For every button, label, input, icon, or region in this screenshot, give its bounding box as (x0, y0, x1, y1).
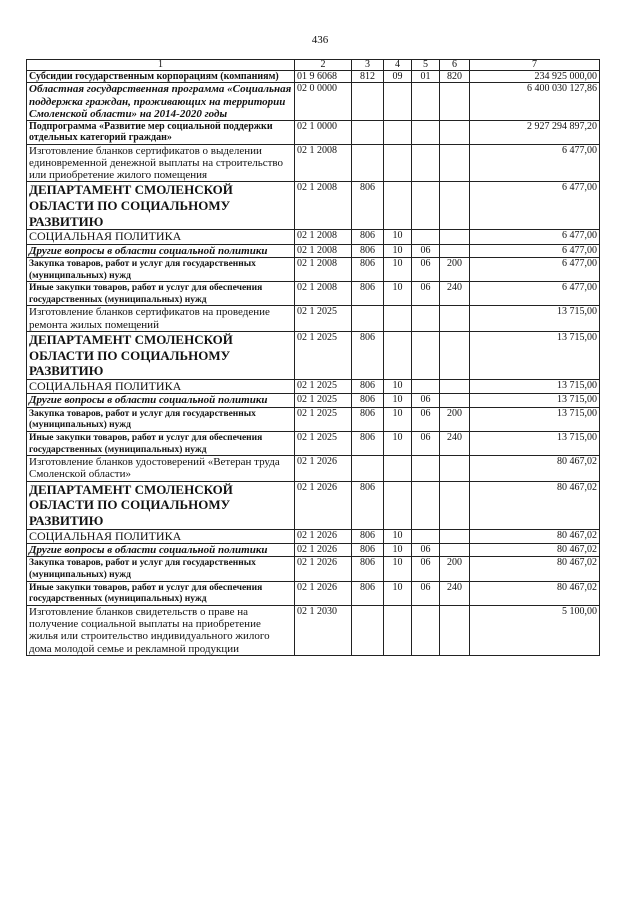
row-rz-cell: 10 (384, 529, 412, 543)
row-name-text: Закупка товаров, работ и услуг для государственных (муниципальных) нужд (29, 258, 256, 281)
row-rz-cell: 10 (384, 394, 412, 407)
row-vr-cell (440, 543, 470, 556)
row-vr-cell (440, 244, 470, 257)
table-row (27, 431, 600, 455)
row-rz-cell: 10 (384, 230, 412, 244)
row-csr-cell: 02 1 2026 (295, 581, 352, 605)
table-row (27, 557, 600, 581)
row-vr-cell (440, 379, 470, 393)
row-name-text: Изготовление бланков удостоверений «Ветеран труда Смоленской области» (29, 456, 280, 481)
row-name-cell (27, 257, 295, 281)
row-ved-cell: 806 (352, 394, 384, 407)
row-name-text: Закупка товаров, работ и услуг для государственных (муниципальных) нужд (29, 408, 256, 431)
row-csr-cell: 02 1 2030 (295, 605, 352, 655)
table-row (27, 332, 600, 380)
row-csr-cell: 02 1 2026 (295, 557, 352, 581)
row-name-cell (27, 182, 295, 230)
row-name-cell (27, 394, 295, 407)
row-vr-cell: 820 (440, 71, 470, 83)
row-ved-cell (352, 605, 384, 655)
row-name-text: Другие вопросы в области социальной политики (29, 244, 268, 257)
row-amount-cell: 6 477,00 (470, 182, 600, 230)
row-amount-cell: 80 467,02 (470, 557, 600, 581)
row-csr-cell: 01 9 6068 (295, 71, 352, 83)
row-name-cell (27, 282, 295, 306)
row-vr-cell (440, 121, 470, 144)
row-csr-cell: 02 1 2008 (295, 257, 352, 281)
row-amount-cell: 5 100,00 (470, 605, 600, 655)
row-name-text: Подпрограмма «Развитие мер социальной поддержки отдельных категорий граждан» (29, 121, 273, 144)
row-name-text: ДЕПАРТАМЕНТ СМОЛЕНСКОЙ ОБЛАСТИ ПО СОЦИАЛЬНОМУ РАЗВИТИЮ (29, 182, 233, 229)
row-rz-cell: 10 (384, 581, 412, 605)
row-csr-cell: 02 0 0000 (295, 83, 352, 121)
row-pr-cell: 06 (412, 431, 440, 455)
row-vr-cell: 200 (440, 257, 470, 281)
row-name-text: Субсидии государственным корпорациям (компаниям) (29, 71, 279, 82)
row-rz-cell: 10 (384, 557, 412, 581)
row-ved-cell: 806 (352, 407, 384, 431)
row-vr-cell (440, 306, 470, 332)
row-ved-cell: 806 (352, 529, 384, 543)
row-vr-cell (440, 144, 470, 182)
row-name-cell (27, 543, 295, 556)
row-amount-cell: 80 467,02 (470, 456, 600, 482)
row-vr-cell (440, 332, 470, 380)
header-row (27, 60, 600, 71)
row-amount-cell: 2 927 294 897,20 (470, 121, 600, 144)
row-rz-cell (384, 456, 412, 482)
table-row (27, 543, 600, 556)
row-ved-cell: 806 (352, 431, 384, 455)
row-amount-cell: 6 477,00 (470, 230, 600, 244)
row-name-cell (27, 529, 295, 543)
row-rz-cell: 10 (384, 282, 412, 306)
row-pr-cell (412, 230, 440, 244)
row-pr-cell (412, 456, 440, 482)
row-name-text: Иные закупки товаров, работ и услуг для обеспечения государственных (муниципальных) нужд (29, 283, 263, 305)
row-csr-cell: 02 1 2025 (295, 407, 352, 431)
row-ved-cell: 806 (352, 244, 384, 257)
row-name-cell (27, 121, 295, 144)
table-row (27, 529, 600, 543)
row-csr-cell: 02 1 2025 (295, 394, 352, 407)
row-vr-cell: 200 (440, 407, 470, 431)
row-amount-cell: 13 715,00 (470, 407, 600, 431)
row-vr-cell (440, 394, 470, 407)
row-name-cell (27, 332, 295, 380)
row-amount-cell: 6 477,00 (470, 257, 600, 281)
row-vr-cell (440, 230, 470, 244)
row-amount-cell: 80 467,02 (470, 543, 600, 556)
row-amount-cell: 6 477,00 (470, 144, 600, 182)
row-csr-cell: 02 1 2025 (295, 306, 352, 332)
row-pr-cell (412, 481, 440, 529)
row-csr-cell: 02 1 2025 (295, 431, 352, 455)
row-csr-cell: 02 1 2026 (295, 543, 352, 556)
row-csr-cell: 02 1 2026 (295, 456, 352, 482)
row-ved-cell: 812 (352, 71, 384, 83)
table-row (27, 605, 600, 655)
row-pr-cell: 06 (412, 244, 440, 257)
row-pr-cell: 06 (412, 394, 440, 407)
row-pr-cell: 06 (412, 543, 440, 556)
row-vr-cell (440, 182, 470, 230)
table-row (27, 83, 600, 121)
row-amount-cell: 13 715,00 (470, 394, 600, 407)
row-csr-cell: 02 1 2008 (295, 282, 352, 306)
row-rz-cell: 10 (384, 244, 412, 257)
row-csr-cell: 02 1 2026 (295, 481, 352, 529)
row-name-text: Изготовление бланков сертификатов о выделении единовременной денежной выплаты на строительство или приобретение жилого помещения (29, 144, 284, 182)
row-ved-cell: 806 (352, 481, 384, 529)
header-cell: 4 (384, 60, 412, 71)
row-csr-cell: 02 1 2008 (295, 230, 352, 244)
row-ved-cell: 806 (352, 557, 384, 581)
row-vr-cell (440, 481, 470, 529)
row-amount-cell: 13 715,00 (470, 306, 600, 332)
row-name-cell (27, 244, 295, 257)
header-cell: 7 (470, 60, 600, 71)
row-name-text: Изготовление бланков свидетельств о праве на получение социальной выплаты на приобретение жилья или строительство индивидуального жилого дома молодой семье и рекламной продукции (29, 605, 270, 655)
page-number: 436 (311, 34, 329, 46)
row-pr-cell (412, 379, 440, 393)
table-row (27, 244, 600, 257)
row-rz-cell: 10 (384, 543, 412, 556)
row-rz-cell: 09 (384, 71, 412, 83)
row-pr-cell (412, 529, 440, 543)
table-row (27, 456, 600, 482)
row-amount-cell: 13 715,00 (470, 379, 600, 393)
row-amount-cell: 80 467,02 (470, 581, 600, 605)
row-pr-cell: 06 (412, 257, 440, 281)
table-row (27, 71, 600, 83)
row-ved-cell: 806 (352, 379, 384, 393)
row-csr-cell: 02 1 0000 (295, 121, 352, 144)
row-vr-cell (440, 605, 470, 655)
row-pr-cell: 06 (412, 581, 440, 605)
row-name-text: Иные закупки товаров, работ и услуг для обеспечения государственных (муниципальных) нужд (29, 432, 263, 455)
row-rz-cell: 10 (384, 257, 412, 281)
row-amount-cell: 80 467,02 (470, 481, 600, 529)
table-row (27, 481, 600, 529)
row-name-text: СОЦИАЛЬНАЯ ПОЛИТИКА (29, 229, 182, 244)
row-rz-cell (384, 306, 412, 332)
row-amount-cell: 6 477,00 (470, 244, 600, 257)
table-row (27, 379, 600, 393)
budget-table (26, 59, 600, 656)
row-csr-cell: 02 1 2025 (295, 332, 352, 380)
row-pr-cell: 06 (412, 282, 440, 306)
table-row (27, 394, 600, 407)
row-amount-cell: 6 400 030 127,86 (470, 83, 600, 121)
table-row (27, 182, 600, 230)
row-rz-cell: 10 (384, 379, 412, 393)
row-name-text: Иные закупки товаров, работ и услуг для обеспечения государственных (муниципальных) нужд (29, 582, 263, 605)
row-name-cell (27, 557, 295, 581)
row-ved-cell (352, 456, 384, 482)
row-pr-cell: 01 (412, 71, 440, 83)
row-csr-cell: 02 1 2008 (295, 244, 352, 257)
row-name-cell (27, 431, 295, 455)
row-vr-cell: 240 (440, 581, 470, 605)
row-name-cell (27, 83, 295, 121)
row-name-cell (27, 605, 295, 655)
row-name-text: СОЦИАЛЬНАЯ ПОЛИТИКА (29, 378, 182, 393)
row-vr-cell: 240 (440, 431, 470, 455)
row-pr-cell (412, 182, 440, 230)
table-row (27, 306, 600, 332)
row-name-text: Закупка товаров, работ и услуг для государственных (муниципальных) нужд (29, 558, 256, 580)
row-ved-cell: 806 (352, 581, 384, 605)
row-rz-cell (384, 182, 412, 230)
row-rz-cell (384, 144, 412, 182)
row-pr-cell: 06 (412, 557, 440, 581)
row-vr-cell (440, 456, 470, 482)
row-name-cell (27, 581, 295, 605)
row-csr-cell: 02 1 2008 (295, 144, 352, 182)
table-row (27, 581, 600, 605)
row-name-text: СОЦИАЛЬНАЯ ПОЛИТИКА (29, 528, 182, 543)
row-ved-cell: 806 (352, 332, 384, 380)
row-rz-cell (384, 121, 412, 144)
row-name-text: Другие вопросы в области социальной политики (29, 543, 268, 556)
row-name-cell (27, 379, 295, 393)
row-rz-cell: 10 (384, 407, 412, 431)
row-ved-cell (352, 306, 384, 332)
row-ved-cell: 806 (352, 230, 384, 244)
table-row (27, 121, 600, 144)
row-ved-cell: 806 (352, 257, 384, 281)
header-cell: 5 (412, 60, 440, 71)
row-amount-cell: 13 715,00 (470, 431, 600, 455)
row-rz-cell (384, 481, 412, 529)
row-pr-cell (412, 306, 440, 332)
row-name-text: ДЕПАРТАМЕНТ СМОЛЕНСКОЙ ОБЛАСТИ ПО СОЦИАЛЬНОМУ РАЗВИТИЮ (29, 481, 233, 528)
row-rz-cell (384, 332, 412, 380)
row-name-cell (27, 456, 295, 482)
row-vr-cell (440, 529, 470, 543)
row-name-cell (27, 481, 295, 529)
row-name-text: Изготовление бланков сертификатов на проведение ремонта жилых помещений (29, 306, 270, 331)
row-pr-cell (412, 83, 440, 121)
table-row (27, 282, 600, 306)
row-vr-cell (440, 83, 470, 121)
row-vr-cell: 240 (440, 282, 470, 306)
row-rz-cell (384, 83, 412, 121)
row-name-cell (27, 144, 295, 182)
row-csr-cell: 02 1 2026 (295, 529, 352, 543)
row-name-text: ДЕПАРТАМЕНТ СМОЛЕНСКОЙ ОБЛАСТИ ПО СОЦИАЛЬНОМУ РАЗВИТИЮ (29, 332, 233, 379)
header-cell: 2 (295, 60, 352, 71)
row-amount-cell: 80 467,02 (470, 529, 600, 543)
row-pr-cell (412, 605, 440, 655)
row-pr-cell (412, 144, 440, 182)
table-row (27, 407, 600, 431)
row-ved-cell: 806 (352, 282, 384, 306)
row-rz-cell: 10 (384, 431, 412, 455)
row-amount-cell: 6 477,00 (470, 282, 600, 306)
row-ved-cell (352, 83, 384, 121)
row-amount-cell: 234 925 000,00 (470, 71, 600, 83)
row-csr-cell: 02 1 2008 (295, 182, 352, 230)
row-ved-cell: 806 (352, 543, 384, 556)
header-cell: 6 (440, 60, 470, 71)
table-row (27, 230, 600, 244)
row-name-cell (27, 71, 295, 83)
row-name-cell (27, 230, 295, 244)
row-pr-cell (412, 332, 440, 380)
row-ved-cell (352, 144, 384, 182)
row-name-cell (27, 407, 295, 431)
row-pr-cell: 06 (412, 407, 440, 431)
row-name-cell (27, 306, 295, 332)
row-rz-cell (384, 605, 412, 655)
table-row (27, 257, 600, 281)
row-amount-cell: 13 715,00 (470, 332, 600, 380)
row-vr-cell: 200 (440, 557, 470, 581)
row-ved-cell (352, 121, 384, 144)
table-row (27, 144, 600, 182)
row-name-text: Областная государственная программа «Социальная поддержка граждан, проживающих на территории Смоленской области» на 2014-2020 годы (29, 83, 292, 120)
header-cell: 3 (352, 60, 384, 71)
row-name-text: Другие вопросы в области социальной политики (29, 394, 268, 407)
row-csr-cell: 02 1 2025 (295, 379, 352, 393)
header-cell: 1 (27, 60, 295, 71)
row-ved-cell: 806 (352, 182, 384, 230)
row-pr-cell (412, 121, 440, 144)
